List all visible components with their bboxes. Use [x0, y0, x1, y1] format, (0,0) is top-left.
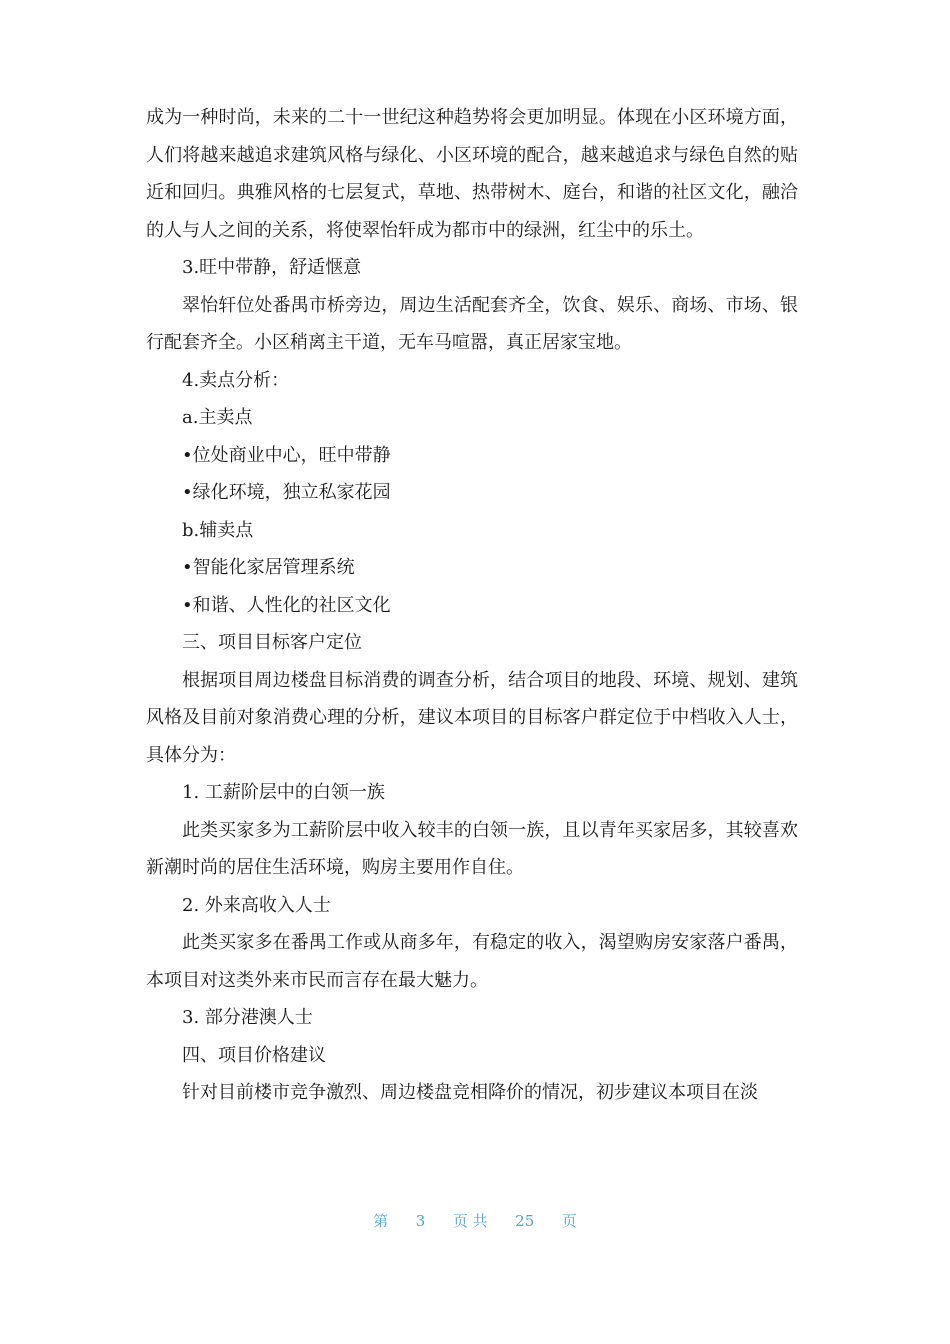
footer-middle: 页 共 [452, 1212, 488, 1230]
heading-4: 4.卖点分析： [182, 369, 290, 391]
footer-total-pages: 25 [515, 1212, 535, 1230]
bullet-item: •位处商业中心，旺中带静 [182, 444, 391, 466]
paragraph-white-collar: 此类买家多为工薪阶层中收入较丰的白领一族，且以青年买家居多，其较喜欢新潮时尚的居住生活环境，购房主要用作自住。 [146, 819, 798, 878]
heading-3: 3.旺中带静，舒适惬意 [182, 257, 362, 278]
section-heading-3: 三、项目目标客户定位 [182, 632, 362, 653]
paragraph-outsiders: 此类买家多在番禺工作或从商多年，有稳定的收入，渴望购房安家落户番禺，本项目对这类外来市民而言存在最大魅力。 [146, 932, 798, 991]
bullet-item: •和谐、人性化的社区文化 [182, 594, 391, 616]
subheading-secondary-points: b.辅卖点 [182, 519, 254, 541]
page-footer [0, 1210, 950, 1231]
footer-prefix: 第 [373, 1212, 389, 1230]
bullet-item: •绿化环境，独立私家花园 [182, 482, 391, 503]
section-heading-4: 四、项目价格建议 [182, 1044, 326, 1066]
document-body [146, 99, 798, 1112]
bullet-item: •智能化家居管理系统 [182, 557, 355, 578]
list-heading-3: 3. 部分港澳人士 [182, 1007, 313, 1028]
paragraph-continuation: 成为一种时尚，未来的二十一世纪这种趋势将会更加明显。体现在小区环境方面，人们将越来越追求建筑风格与绿化、小区环境的配合，越来越追求与绿色自然的贴近和回归。典雅风格的七层复式，草地、热带树木、庭台，和谐的社区文化，融洽的人与人之间的关系，将使翠怡轩成为都市中的绿洲，红尘中的乐土。 [146, 107, 798, 241]
footer-page-number: 3 [415, 1212, 426, 1230]
list-heading-2: 2. 外来高收入人士 [182, 894, 331, 916]
list-heading-1: 1. 工薪阶层中的白领一族 [182, 782, 385, 803]
paragraph-target-customers: 根据项目周边楼盘目标消费的调查分析，结合项目的地段、环境、规划、建筑风格及目前对象消费心理的分析，建议本项目的目标客户群定位于中档收入人士，具体分为： [146, 669, 798, 766]
subheading-main-points: a.主卖点 [182, 407, 253, 428]
footer-suffix: 页 [561, 1212, 577, 1230]
paragraph-location: 翠怡轩位处番禺市桥旁边，周边生活配套齐全，饮食、娱乐、商场、市场、银行配套齐全。小区稍离主干道，无车马喧嚣，真正居家宝地。 [146, 294, 798, 353]
paragraph-pricing: 针对目前楼市竞争激烈、周边楼盘竞相降价的情况，初步建议本项目在淡 [182, 1082, 758, 1103]
